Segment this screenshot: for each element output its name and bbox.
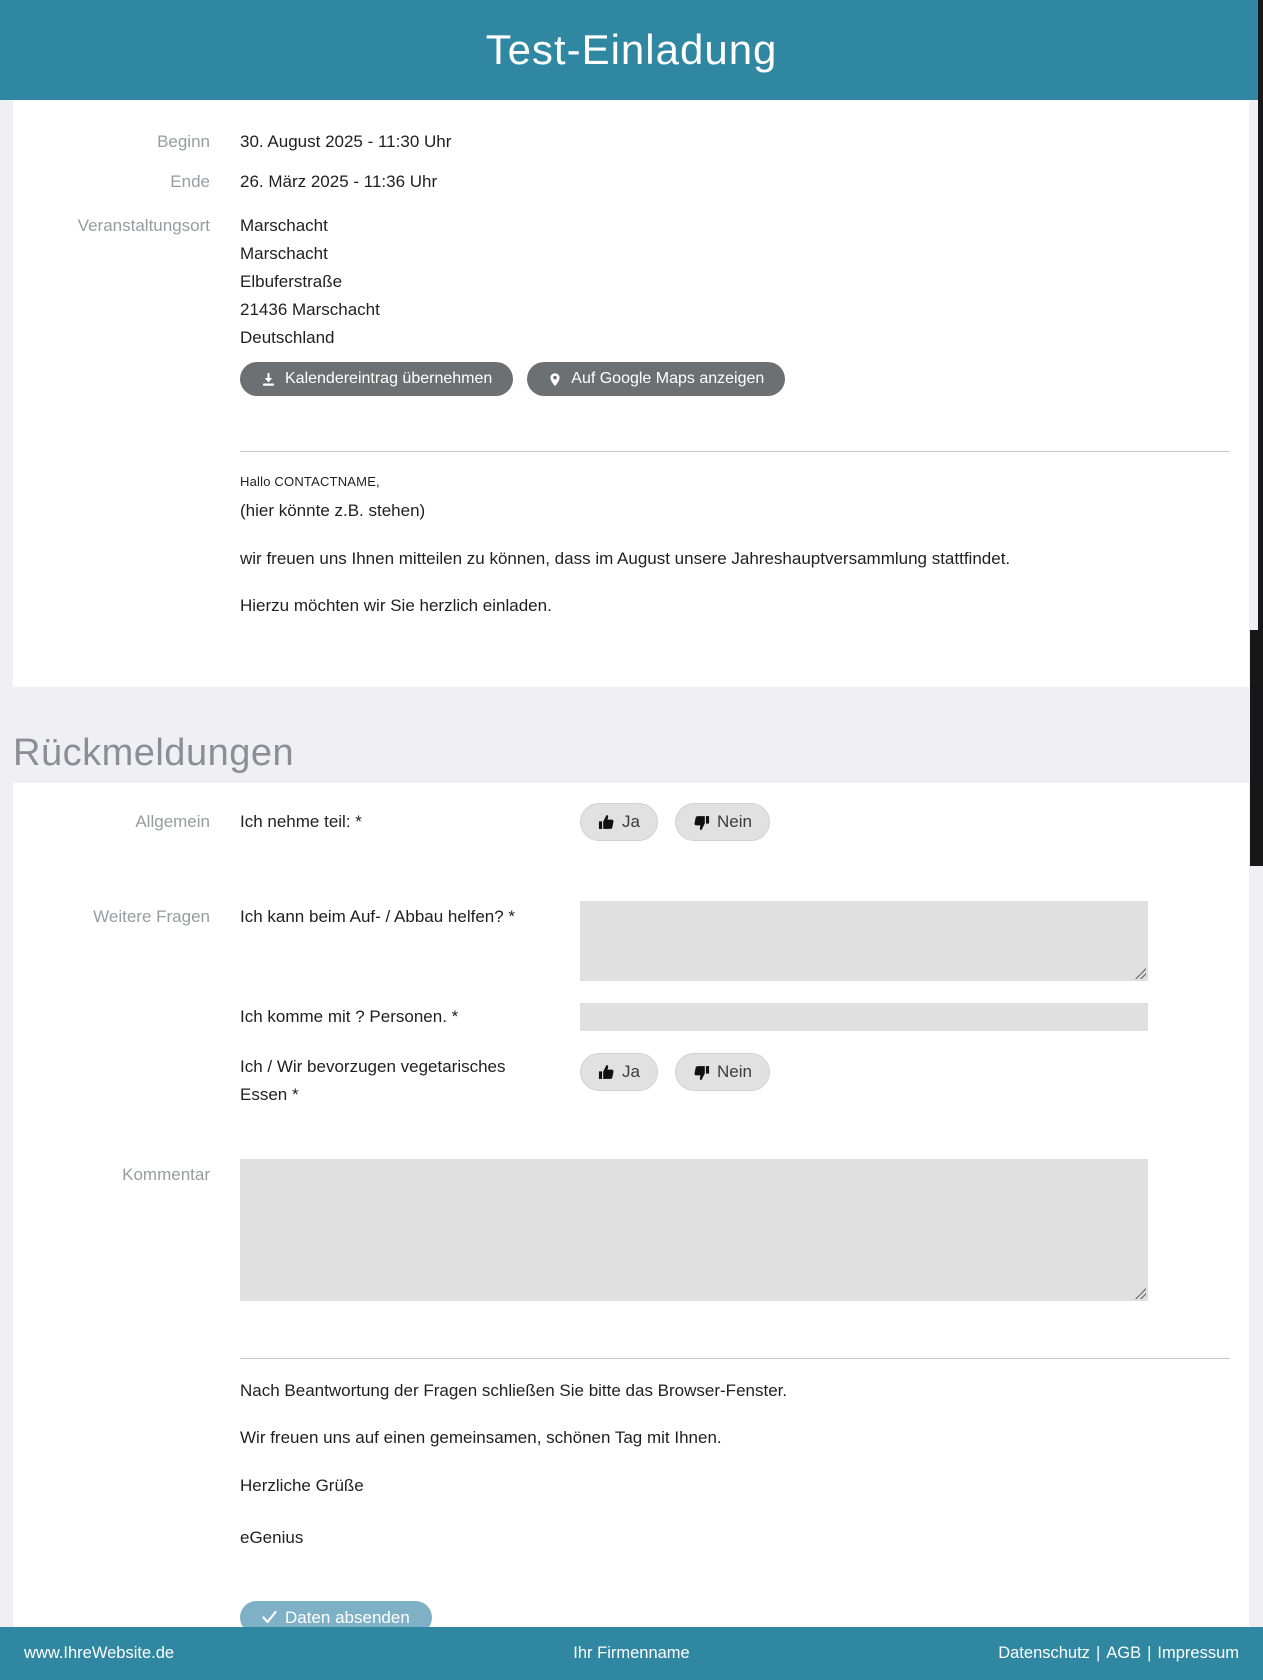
greeting-contactname: Hallo CONTACTNAME, (240, 474, 380, 489)
event-row-end (13, 172, 1249, 192)
intro-paragraph: wir freuen uns Ihnen mitteilen zu können, dass im August unsere Jahreshauptversammlung stattfindet. (240, 549, 1011, 568)
location-line: Marschacht (240, 216, 328, 235)
thumbs-down-icon (693, 814, 710, 831)
checkmark-icon (262, 1611, 277, 1624)
more-questions-label: Weitere Fragen (93, 907, 210, 926)
event-actions (240, 362, 1249, 396)
persons-input[interactable] (580, 1003, 1148, 1031)
submit-data-button[interactable] (240, 1601, 432, 1628)
setup-help-row (13, 901, 1249, 981)
location-line: Elbuferstraße (240, 272, 343, 291)
event-row-begin (13, 132, 1249, 152)
terms-link[interactable]: AGB (1106, 1644, 1142, 1662)
attend-answer-group (580, 803, 1148, 841)
closing-regards: Herzliche Grüße (240, 1476, 364, 1495)
comment-row (13, 1159, 1249, 1301)
resize-handle-icon[interactable] (1135, 968, 1146, 979)
company-name: Ihr Firmenname (573, 1644, 690, 1662)
persons-row (13, 1003, 1249, 1031)
no-label: Nein (716, 1062, 752, 1081)
vegetarian-question: Ich / Wir bevorzugen vegetarisches Essen * (240, 1057, 506, 1104)
legal-separator: | (1147, 1644, 1152, 1662)
page-title: Test-Einladung (485, 26, 778, 73)
closing-signature: eGenius (240, 1528, 304, 1547)
location-line: Marschacht (240, 244, 328, 263)
yes-label: Ja (622, 1062, 640, 1081)
attend-question: Ich nehme teil: * (240, 812, 362, 831)
begin-value: 30. August 2025 - 11:30 Uhr (240, 132, 452, 151)
comment-textarea[interactable] (240, 1159, 1148, 1301)
submit-data-label: Daten absenden (285, 1607, 410, 1627)
comment-label: Kommentar (122, 1165, 210, 1184)
calendar-entry-label: Kalendereintrag übernehmen (285, 370, 493, 387)
begin-label: Beginn (157, 132, 210, 151)
thumbs-down-icon (693, 1064, 710, 1081)
end-label: Ende (170, 172, 210, 191)
privacy-link[interactable]: Datenschutz (998, 1644, 1090, 1662)
website-link[interactable]: www.IhreWebsite.de (24, 1644, 175, 1662)
event-row-location (13, 212, 1249, 352)
end-value: 26. März 2025 - 11:36 Uhr (240, 172, 438, 191)
location-address (240, 212, 1249, 352)
map-pin-icon (548, 372, 562, 387)
thumbs-up-icon (598, 814, 615, 831)
feedback-card (13, 783, 1249, 1628)
imprint-link[interactable]: Impressum (1157, 1644, 1239, 1662)
location-line: Deutschland (240, 328, 335, 347)
thumbs-up-icon (598, 1064, 615, 1081)
closing-wish: Wir freuen uns auf einen gemeinsamen, schönen Tag mit Ihnen. (240, 1428, 722, 1447)
invite-paragraph: Hierzu möchten wir Sie herzlich einladen. (240, 596, 552, 615)
location-line: 21436 Marschacht (240, 300, 380, 319)
feedback-heading: Rückmeldungen (13, 732, 295, 774)
google-maps-button[interactable] (527, 362, 785, 396)
closing-divider (240, 1358, 1230, 1359)
vegetarian-row (13, 1053, 1249, 1109)
setup-help-textarea[interactable] (580, 901, 1148, 981)
page-footer (0, 1627, 1263, 1680)
resize-handle-icon[interactable] (1135, 1288, 1146, 1299)
vegetarian-answer-group (580, 1053, 1148, 1091)
legal-links (998, 1644, 1239, 1663)
page-header (0, 0, 1263, 100)
vegetarian-no-button[interactable] (675, 1053, 770, 1091)
vegetarian-yes-button[interactable] (580, 1053, 658, 1091)
greeting-placeholder: (hier könnte z.B. stehen) (240, 501, 426, 520)
yes-label: Ja (622, 812, 640, 831)
greeting-divider (240, 451, 1230, 452)
legal-separator: | (1095, 1644, 1101, 1662)
google-maps-label: Auf Google Maps anzeigen (571, 370, 765, 387)
attend-yes-button[interactable] (580, 803, 658, 841)
no-label: Nein (716, 812, 752, 831)
general-label: Allgemein (135, 812, 210, 831)
attend-no-button[interactable] (675, 803, 770, 841)
closing-instruction: Nach Beantwortung der Fragen schließen Sie bitte das Browser-Fenster. (240, 1381, 788, 1400)
calendar-entry-button[interactable] (240, 362, 513, 396)
setup-help-question: Ich kann beim Auf- / Abbau helfen? * (240, 907, 516, 926)
attend-row (13, 803, 1249, 841)
download-icon (261, 372, 276, 387)
location-label: Veranstaltungsort (77, 216, 210, 235)
persons-question: Ich komme mit ? Personen. * (240, 1007, 459, 1026)
scrollbar-thumb[interactable] (1250, 630, 1263, 866)
event-details-card (13, 100, 1249, 687)
